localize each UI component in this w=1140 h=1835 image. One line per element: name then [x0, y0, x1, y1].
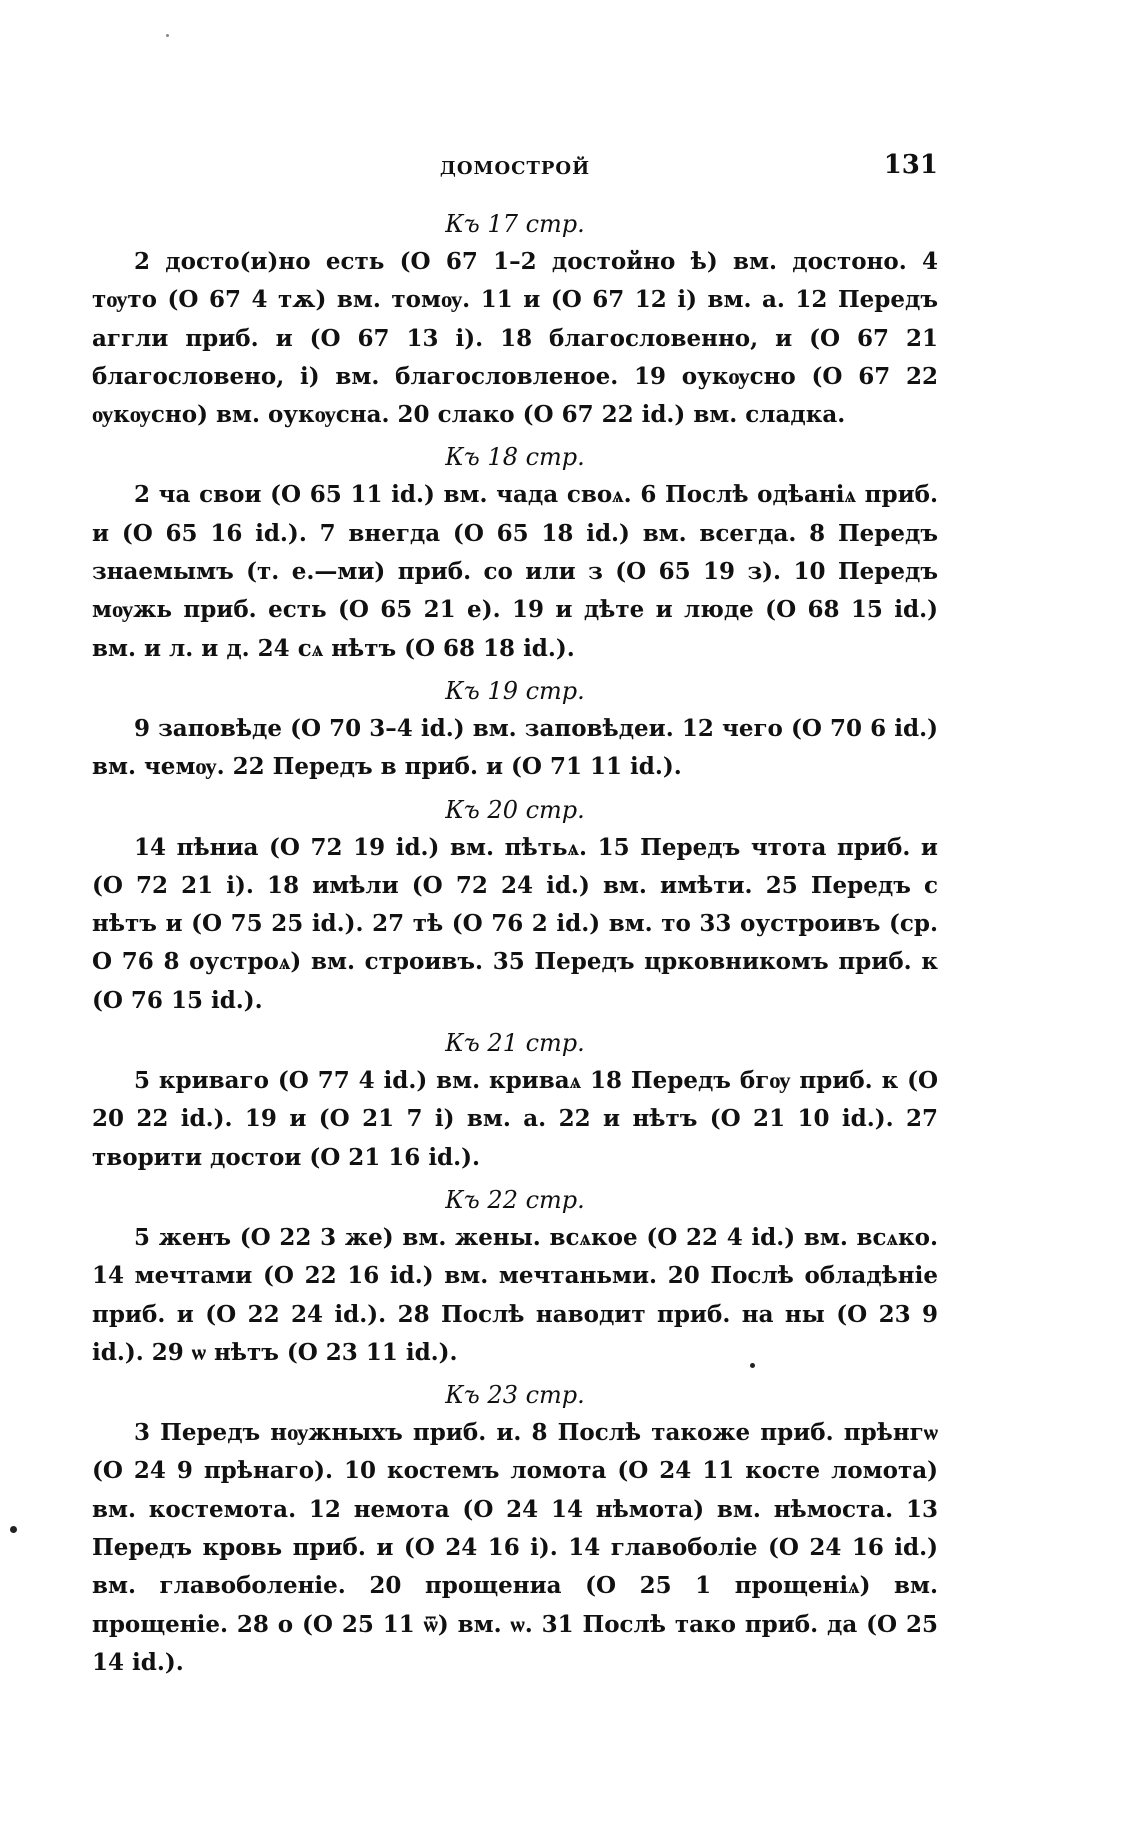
section-heading: Къ 23 стр. — [445, 1381, 585, 1410]
running-head — [92, 150, 938, 190]
section-p22 — [92, 1181, 938, 1372]
section-text: 5 криваго (О 77 4 id.) вм. криваѧ 18 Передъ бгѹ приб. к (О 20 22 id.). 19 и (О 21 7 і) вм. а. 22 и нѣтъ (О 21 10 id.). 27 творити достои (О 21 16 id.). — [92, 1067, 938, 1171]
running-title: ДОМОСТРОЙ — [439, 158, 591, 179]
section-text: 5 женъ (О 22 3 же) вм. жены. всѧкое (О 22 4 id.) вм. всѧко. 14 мечтами (О 22 16 id.) вм. мечтаньми. 20 Послѣ обладѣніе приб. и (О 22 24 id.). 28 Послѣ наводит приб. на ны (О 23 9 id.). 29 ѡ нѣтъ (О 23 11 id.). — [92, 1223, 938, 1366]
section-heading: Къ 19 стр. — [445, 676, 585, 705]
section-p23 — [92, 1376, 938, 1682]
section-text: 14 пѣниа (О 72 19 id.) вм. пѣтьѧ. 15 Передъ чтота приб. и (О 72 21 і). 18 имѣли (О 72 24 id.) вм. имѣти. 25 Передъ с нѣтъ и (О 75 25 id.). 27 тѣ (О 76 2 id.) вм. то 33 оустроивъ (ср. О 76 8 оустроѧ) вм. строивъ. 35 Передъ црковникомъ приб. к (О 76 15 id.). — [92, 833, 938, 1014]
page-number: 131 — [883, 150, 938, 180]
section-p18 — [92, 438, 938, 667]
ink-speck — [750, 1363, 755, 1368]
section-heading: Къ 18 стр. — [445, 443, 585, 472]
section-p20 — [92, 791, 938, 1020]
section-heading: Къ 17 стр. — [445, 210, 585, 238]
section-p17 — [92, 205, 938, 434]
section-heading: Къ 22 стр. — [445, 1185, 585, 1214]
section-text: 3 Передъ нѹжныхъ приб. и. 8 Послѣ такоже приб. прѣнгѡ (О 24 9 прѣнаго). 10 костемъ ломота (О 24 11 косте ломота) вм. костемота. 12 немота (О 24 14 нѣмота) вм. нѣмоста. 13 Передъ кровь приб. и (О 24 16 і). 14 главоболіе (О 24 16 id.) вм. главоболеніе. 20 прощениа (О 25 1 прощеніѧ) вм. прощеніе. 28 о (О 25 11 ѿ) вм. ѡ. 31 Послѣ тако приб. да (О 25 14 id.). — [92, 1419, 938, 1676]
page-body — [92, 205, 938, 1686]
ink-speck — [166, 34, 169, 37]
section-text: 2 ча свои (О 65 11 id.) вм. чада своѧ. 6 Послѣ одѣаніѧ приб. и (О 65 16 id.). 7 внегда (О 65 18 id.) вм. всегда. 8 Передъ знаемымъ (т. е.—ми) приб. со или з (О 65 19 з). 10 Передъ мѹжь приб. есть (О 65 21 е). 19 и дѣте и люде (О 68 15 id.) вм. и л. и д. 24 сѧ нѣтъ (О 68 18 id.). — [92, 481, 938, 662]
section-text: 9 заповѣде (О 70 3–4 id.) вм. заповѣдеи. 12 чего (О 70 6 id.) вм. чемѹ. 22 Передъ в приб. и (О 71 11 id.). — [92, 714, 938, 781]
section-heading: Къ 21 стр. — [445, 1029, 585, 1058]
section-p21 — [92, 1024, 938, 1177]
section-heading: Къ 20 стр. — [445, 795, 585, 824]
section-p19 — [92, 672, 938, 787]
section-text: 2 досто(и)но есть (О 67 1–2 достойно ѣ) вм. достоно. 4 тѹто (О 67 4 тѫ) вм. томѹ. 11 и (О 67 12 і) вм. а. 12 Передъ аггли приб. и (О 67 13 і). 18 благословенно, и (О 67 21 благословено, і) вм. благословленое. 19 оукѹсно (О 67 22 ѹкѹсно) вм. оукѹсна. 20 слако (О 67 22 id.) вм. сладка. — [92, 248, 938, 429]
ink-speck — [10, 1526, 17, 1533]
